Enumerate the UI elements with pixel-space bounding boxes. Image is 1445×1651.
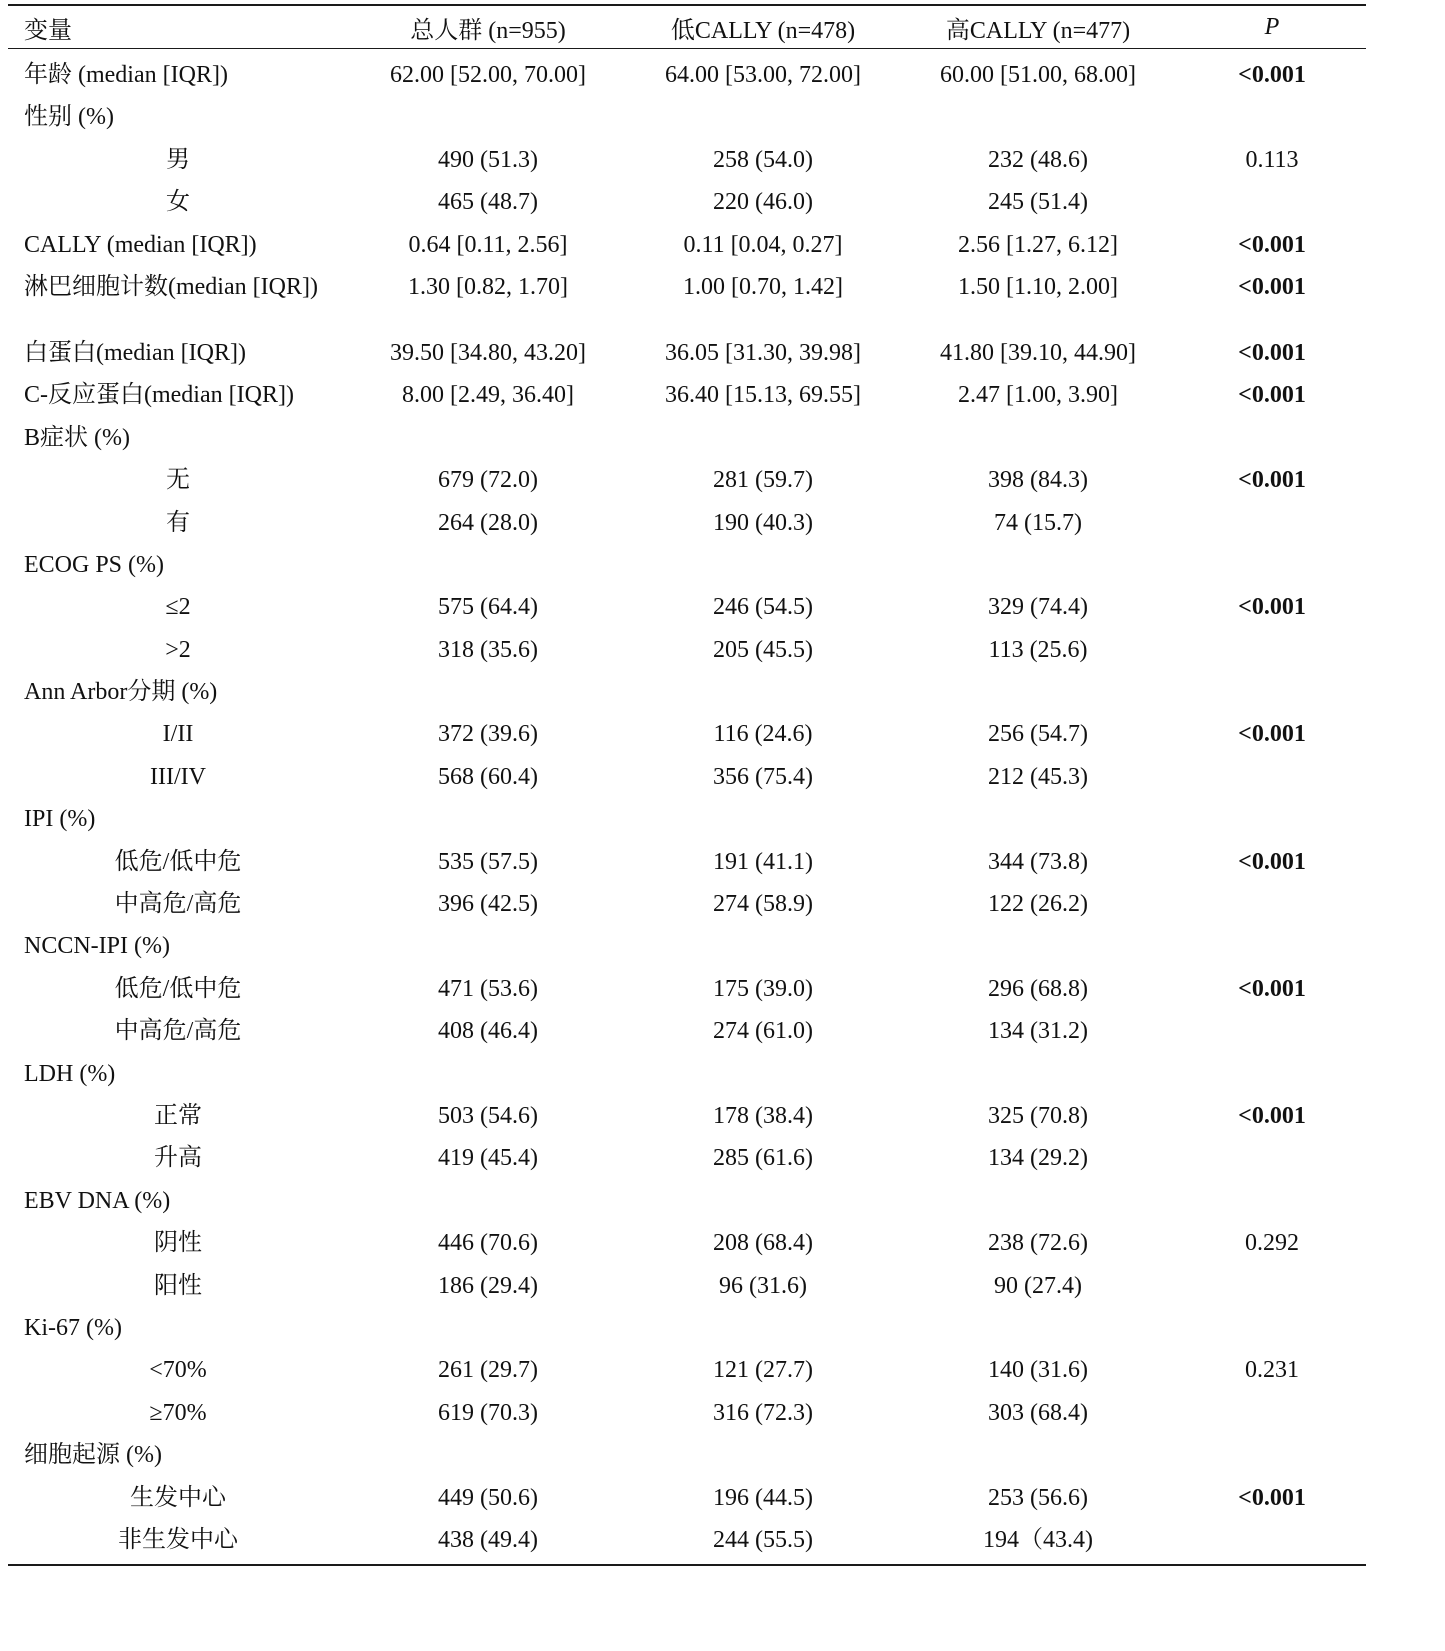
row-label: 低危/低中危 — [114, 975, 242, 1002]
row-label: ECOG PS (%) — [24, 551, 165, 578]
cell-p-value — [1178, 674, 1366, 680]
row-label: C-反应蛋白(median [IQR]) — [24, 382, 294, 409]
table-bottom-rule — [8, 1564, 1366, 1566]
table-row — [8, 142, 1366, 184]
cell-low-cally: 220 (46.0) — [713, 189, 813, 216]
table-row — [8, 1522, 1366, 1564]
cell-low-cally: 274 (61.0) — [713, 1018, 813, 1045]
row-label: 年龄 (median [IQR]) — [24, 62, 228, 88]
row-label: CALLY (median [IQR]) — [24, 231, 257, 258]
header-low-cally: 低CALLY (n=478) — [670, 17, 856, 44]
row-label: LDH (%) — [24, 1060, 116, 1087]
cell-total: 264 (28.0) — [438, 509, 538, 536]
cell-p-value — [1178, 99, 1366, 105]
cell-total: 186 (29.4) — [438, 1272, 538, 1299]
cell-low-cally: 246 (54.5) — [713, 594, 813, 621]
cell-total: 503 (54.6) — [438, 1102, 538, 1129]
cell-high-cally: 41.80 [39.10, 44.90] — [940, 339, 1136, 366]
cell-low-cally: 281 (59.7) — [713, 467, 813, 494]
cell-high-cally: 256 (54.7) — [988, 721, 1088, 748]
row-label: 无 — [166, 467, 190, 494]
row-label: 男 — [166, 146, 190, 173]
cell-p-value — [1178, 420, 1366, 426]
cell-high-cally: 113 (25.6) — [988, 636, 1088, 663]
table-row — [8, 547, 1366, 589]
cell-low-cally: 208 (68.4) — [713, 1230, 813, 1257]
cell-high-cally: 134 (29.2) — [988, 1145, 1088, 1172]
cell-low-cally: 36.40 [15.13, 69.55] — [665, 382, 861, 409]
cell-p-value: <0.001 — [1238, 848, 1306, 875]
cell-high-cally: 253 (56.6) — [988, 1484, 1088, 1511]
cell-p-value — [1178, 1056, 1366, 1062]
cell-high-cally: 325 (70.8) — [988, 1102, 1088, 1129]
cell-high-cally: 296 (68.8) — [988, 975, 1088, 1002]
cell-high-cally: 245 (51.4) — [988, 189, 1088, 216]
cell-total: 1.30 [0.82, 1.70] — [408, 273, 568, 300]
table-row — [8, 1480, 1366, 1522]
row-label: 正常 — [154, 1102, 202, 1129]
cell-p-value — [1178, 1268, 1366, 1274]
table-row — [8, 1098, 1366, 1140]
row-label: 阴性 — [154, 1230, 202, 1257]
cell-total: 8.00 [2.49, 36.40] — [402, 382, 574, 409]
cell-low-cally — [628, 99, 898, 105]
row-label: 细胞起源 (%) — [24, 1442, 162, 1469]
cell-p-value: <0.001 — [1238, 231, 1306, 258]
row-label: 生发中心 — [130, 1484, 226, 1511]
cell-total: 419 (45.4) — [438, 1145, 538, 1172]
cell-low-cally — [628, 1437, 898, 1443]
header-variable: 变量 — [24, 17, 72, 44]
table-header-row — [8, 6, 1366, 48]
cell-high-cally: 2.56 [1.27, 6.12] — [958, 231, 1118, 258]
cell-high-cally — [898, 1310, 1178, 1316]
cell-high-cally — [898, 1437, 1178, 1443]
cell-p-value: <0.001 — [1238, 273, 1306, 300]
row-label: ≥70% — [149, 1399, 207, 1426]
row-label: >2 — [165, 636, 191, 663]
cell-p-value — [1178, 632, 1366, 638]
cell-high-cally — [898, 1183, 1178, 1189]
table-row — [8, 589, 1366, 631]
table-row — [8, 1437, 1366, 1479]
cell-total — [348, 99, 628, 105]
table-row — [8, 674, 1366, 716]
row-label: 性别 (%) — [24, 104, 114, 131]
table-row — [8, 971, 1366, 1013]
table-row — [8, 335, 1366, 377]
table-body — [8, 49, 1366, 1564]
row-label: 低危/低中危 — [114, 848, 242, 875]
cell-total: 490 (51.3) — [438, 146, 538, 173]
cell-total — [348, 547, 628, 553]
cell-high-cally: 212 (45.3) — [988, 763, 1088, 790]
row-label: NCCN-IPI (%) — [24, 933, 170, 960]
cell-total: 446 (70.6) — [438, 1230, 538, 1257]
cell-low-cally: 274 (58.9) — [713, 891, 813, 918]
row-label: Ann Arbor分期 (%) — [24, 679, 218, 706]
cell-p-value: <0.001 — [1238, 62, 1306, 88]
cell-p-value — [1178, 1013, 1366, 1019]
cell-low-cally — [628, 801, 898, 807]
cell-low-cally: 64.00 [53.00, 72.00] — [665, 62, 861, 88]
row-label: I/II — [162, 721, 194, 748]
cell-low-cally: 96 (31.6) — [719, 1272, 807, 1299]
cell-low-cally: 258 (54.0) — [713, 146, 813, 173]
row-label: 中高危/高危 — [114, 1018, 242, 1045]
cell-total — [348, 1310, 628, 1316]
header-high-cally: 高CALLY (n=477) — [945, 17, 1131, 44]
cell-high-cally — [898, 801, 1178, 807]
row-label: 淋巴细胞计数(median [IQR]) — [24, 273, 318, 300]
cell-total: 568 (60.4) — [438, 763, 538, 790]
cell-low-cally: 196 (44.5) — [713, 1484, 813, 1511]
cell-total — [348, 1183, 628, 1189]
cell-high-cally — [898, 928, 1178, 934]
table-row — [8, 227, 1366, 269]
cell-high-cally: 60.00 [51.00, 68.00] — [940, 62, 1136, 88]
cell-p-value: 0.113 — [1245, 146, 1299, 173]
cell-total: 679 (72.0) — [438, 467, 538, 494]
cell-total: 575 (64.4) — [438, 594, 538, 621]
table-row — [8, 1310, 1366, 1352]
cell-high-cally: 232 (48.6) — [988, 146, 1088, 173]
cell-p-value — [1178, 505, 1366, 511]
table-row — [8, 377, 1366, 419]
table-row — [8, 420, 1366, 462]
cell-p-value: <0.001 — [1238, 1484, 1306, 1511]
cell-high-cally: 329 (74.4) — [988, 594, 1088, 621]
cell-high-cally: 344 (73.8) — [988, 848, 1088, 875]
table-row — [8, 184, 1366, 226]
cell-total: 372 (39.6) — [438, 721, 538, 748]
cell-total: 318 (35.6) — [438, 636, 538, 663]
row-label: <70% — [149, 1357, 207, 1384]
cell-low-cally: 121 (27.7) — [713, 1357, 813, 1384]
table-row — [8, 844, 1366, 886]
table-row — [8, 928, 1366, 970]
cell-high-cally: 398 (84.3) — [988, 467, 1088, 494]
cell-p-value — [1178, 759, 1366, 765]
cell-p-value: 0.292 — [1245, 1230, 1299, 1257]
cell-low-cally: 36.05 [31.30, 39.98] — [665, 339, 861, 366]
cell-low-cally — [628, 674, 898, 680]
cell-high-cally — [898, 547, 1178, 553]
cell-high-cally: 194（43.4) — [983, 1526, 1093, 1553]
table-row — [8, 1056, 1366, 1098]
row-label: 女 — [166, 189, 190, 216]
table-row — [8, 801, 1366, 843]
row-label: ≤2 — [165, 594, 191, 621]
cell-p-value — [1178, 886, 1366, 892]
cell-p-value — [1178, 801, 1366, 807]
cell-total: 438 (49.4) — [438, 1526, 538, 1553]
cell-total: 261 (29.7) — [438, 1357, 538, 1384]
cell-low-cally: 316 (72.3) — [713, 1399, 813, 1426]
baseline-table — [8, 4, 1366, 1566]
table-row — [8, 505, 1366, 547]
cell-low-cally: 178 (38.4) — [713, 1102, 813, 1129]
cell-p-value: <0.001 — [1238, 721, 1306, 748]
row-label: B症状 (%) — [24, 424, 130, 451]
cell-p-value — [1178, 547, 1366, 553]
cell-low-cally: 175 (39.0) — [713, 975, 813, 1002]
row-label: 升高 — [154, 1145, 202, 1172]
cell-high-cally: 140 (31.6) — [988, 1357, 1088, 1384]
cell-low-cally: 1.00 [0.70, 1.42] — [683, 273, 843, 300]
row-label: IPI (%) — [24, 806, 96, 833]
row-label: 白蛋白(median [IQR]) — [24, 339, 246, 366]
table-row — [8, 716, 1366, 758]
cell-p-value — [1178, 1310, 1366, 1316]
cell-low-cally: 244 (55.5) — [713, 1526, 813, 1553]
cell-p-value — [1178, 1395, 1366, 1401]
cell-total — [348, 674, 628, 680]
row-label: 有 — [166, 509, 190, 536]
row-label: EBV DNA (%) — [24, 1187, 171, 1214]
table-row — [8, 632, 1366, 674]
cell-total: 408 (46.4) — [438, 1018, 538, 1045]
row-label: 阳性 — [154, 1272, 202, 1299]
cell-p-value — [1178, 1522, 1366, 1528]
table-row — [8, 1183, 1366, 1225]
cell-high-cally: 303 (68.4) — [988, 1399, 1088, 1426]
cell-low-cally: 190 (40.3) — [713, 509, 813, 536]
cell-total — [348, 1056, 628, 1062]
cell-low-cally: 191 (41.1) — [713, 848, 813, 875]
cell-low-cally: 0.11 [0.04, 0.27] — [683, 231, 843, 258]
table-row — [8, 1352, 1366, 1394]
cell-p-value: <0.001 — [1238, 1102, 1306, 1129]
cell-high-cally — [898, 420, 1178, 426]
cell-total: 619 (70.3) — [438, 1399, 538, 1426]
cell-p-value — [1178, 1437, 1366, 1443]
table-row — [8, 1395, 1366, 1437]
cell-high-cally: 2.47 [1.00, 3.90] — [958, 382, 1118, 409]
cell-p-value — [1178, 184, 1366, 190]
cell-low-cally: 285 (61.6) — [713, 1145, 813, 1172]
cell-low-cally — [628, 420, 898, 426]
cell-low-cally — [628, 1310, 898, 1316]
cell-p-value: <0.001 — [1238, 467, 1306, 494]
cell-p-value: <0.001 — [1238, 382, 1306, 409]
row-label: III/IV — [150, 763, 206, 790]
cell-high-cally — [898, 99, 1178, 105]
cell-total: 39.50 [34.80, 43.20] — [390, 339, 586, 366]
cell-high-cally — [898, 674, 1178, 680]
cell-low-cally — [628, 1056, 898, 1062]
header-total: 总人群 (n=955) — [410, 17, 566, 44]
cell-p-value — [1178, 928, 1366, 934]
cell-p-value: <0.001 — [1238, 594, 1306, 621]
cell-total: 0.64 [0.11, 2.56] — [408, 231, 568, 258]
cell-high-cally: 90 (27.4) — [994, 1272, 1082, 1299]
row-label: Ki-67 (%) — [24, 1314, 122, 1341]
cell-p-value — [1178, 1183, 1366, 1189]
table-row — [8, 886, 1366, 928]
cell-low-cally — [628, 928, 898, 934]
cell-high-cally: 122 (26.2) — [988, 891, 1088, 918]
table-row — [8, 99, 1366, 141]
table-row — [8, 57, 1366, 99]
cell-p-value: <0.001 — [1238, 975, 1306, 1002]
cell-high-cally: 238 (72.6) — [988, 1230, 1088, 1257]
cell-total — [348, 928, 628, 934]
cell-low-cally: 116 (24.6) — [713, 721, 813, 748]
cell-total: 449 (50.6) — [438, 1484, 538, 1511]
table-row — [8, 1140, 1366, 1182]
cell-high-cally: 74 (15.7) — [994, 509, 1082, 536]
cell-high-cally — [898, 1056, 1178, 1062]
cell-total: 535 (57.5) — [438, 848, 538, 875]
cell-total — [348, 420, 628, 426]
cell-high-cally: 134 (31.2) — [988, 1018, 1088, 1045]
cell-low-cally — [628, 547, 898, 553]
row-label: 非生发中心 — [118, 1526, 238, 1553]
cell-total: 465 (48.7) — [438, 189, 538, 216]
table-row — [8, 759, 1366, 801]
table-row — [8, 1268, 1366, 1310]
cell-total: 62.00 [52.00, 70.00] — [390, 62, 586, 88]
cell-low-cally: 205 (45.5) — [713, 636, 813, 663]
table-row — [8, 462, 1366, 504]
table-row — [8, 1225, 1366, 1267]
cell-p-value: <0.001 — [1238, 339, 1306, 366]
row-label: 中高危/高危 — [114, 891, 242, 918]
table-row — [8, 269, 1366, 335]
cell-total — [348, 1437, 628, 1443]
cell-total — [348, 801, 628, 807]
cell-low-cally: 356 (75.4) — [713, 763, 813, 790]
cell-low-cally — [628, 1183, 898, 1189]
header-p-value: P — [1264, 13, 1280, 40]
cell-p-value — [1178, 1140, 1366, 1146]
cell-high-cally: 1.50 [1.10, 2.00] — [958, 273, 1118, 300]
table-row — [8, 1013, 1366, 1055]
cell-total: 396 (42.5) — [438, 891, 538, 918]
cell-total: 471 (53.6) — [438, 975, 538, 1002]
cell-p-value: 0.231 — [1245, 1357, 1299, 1384]
